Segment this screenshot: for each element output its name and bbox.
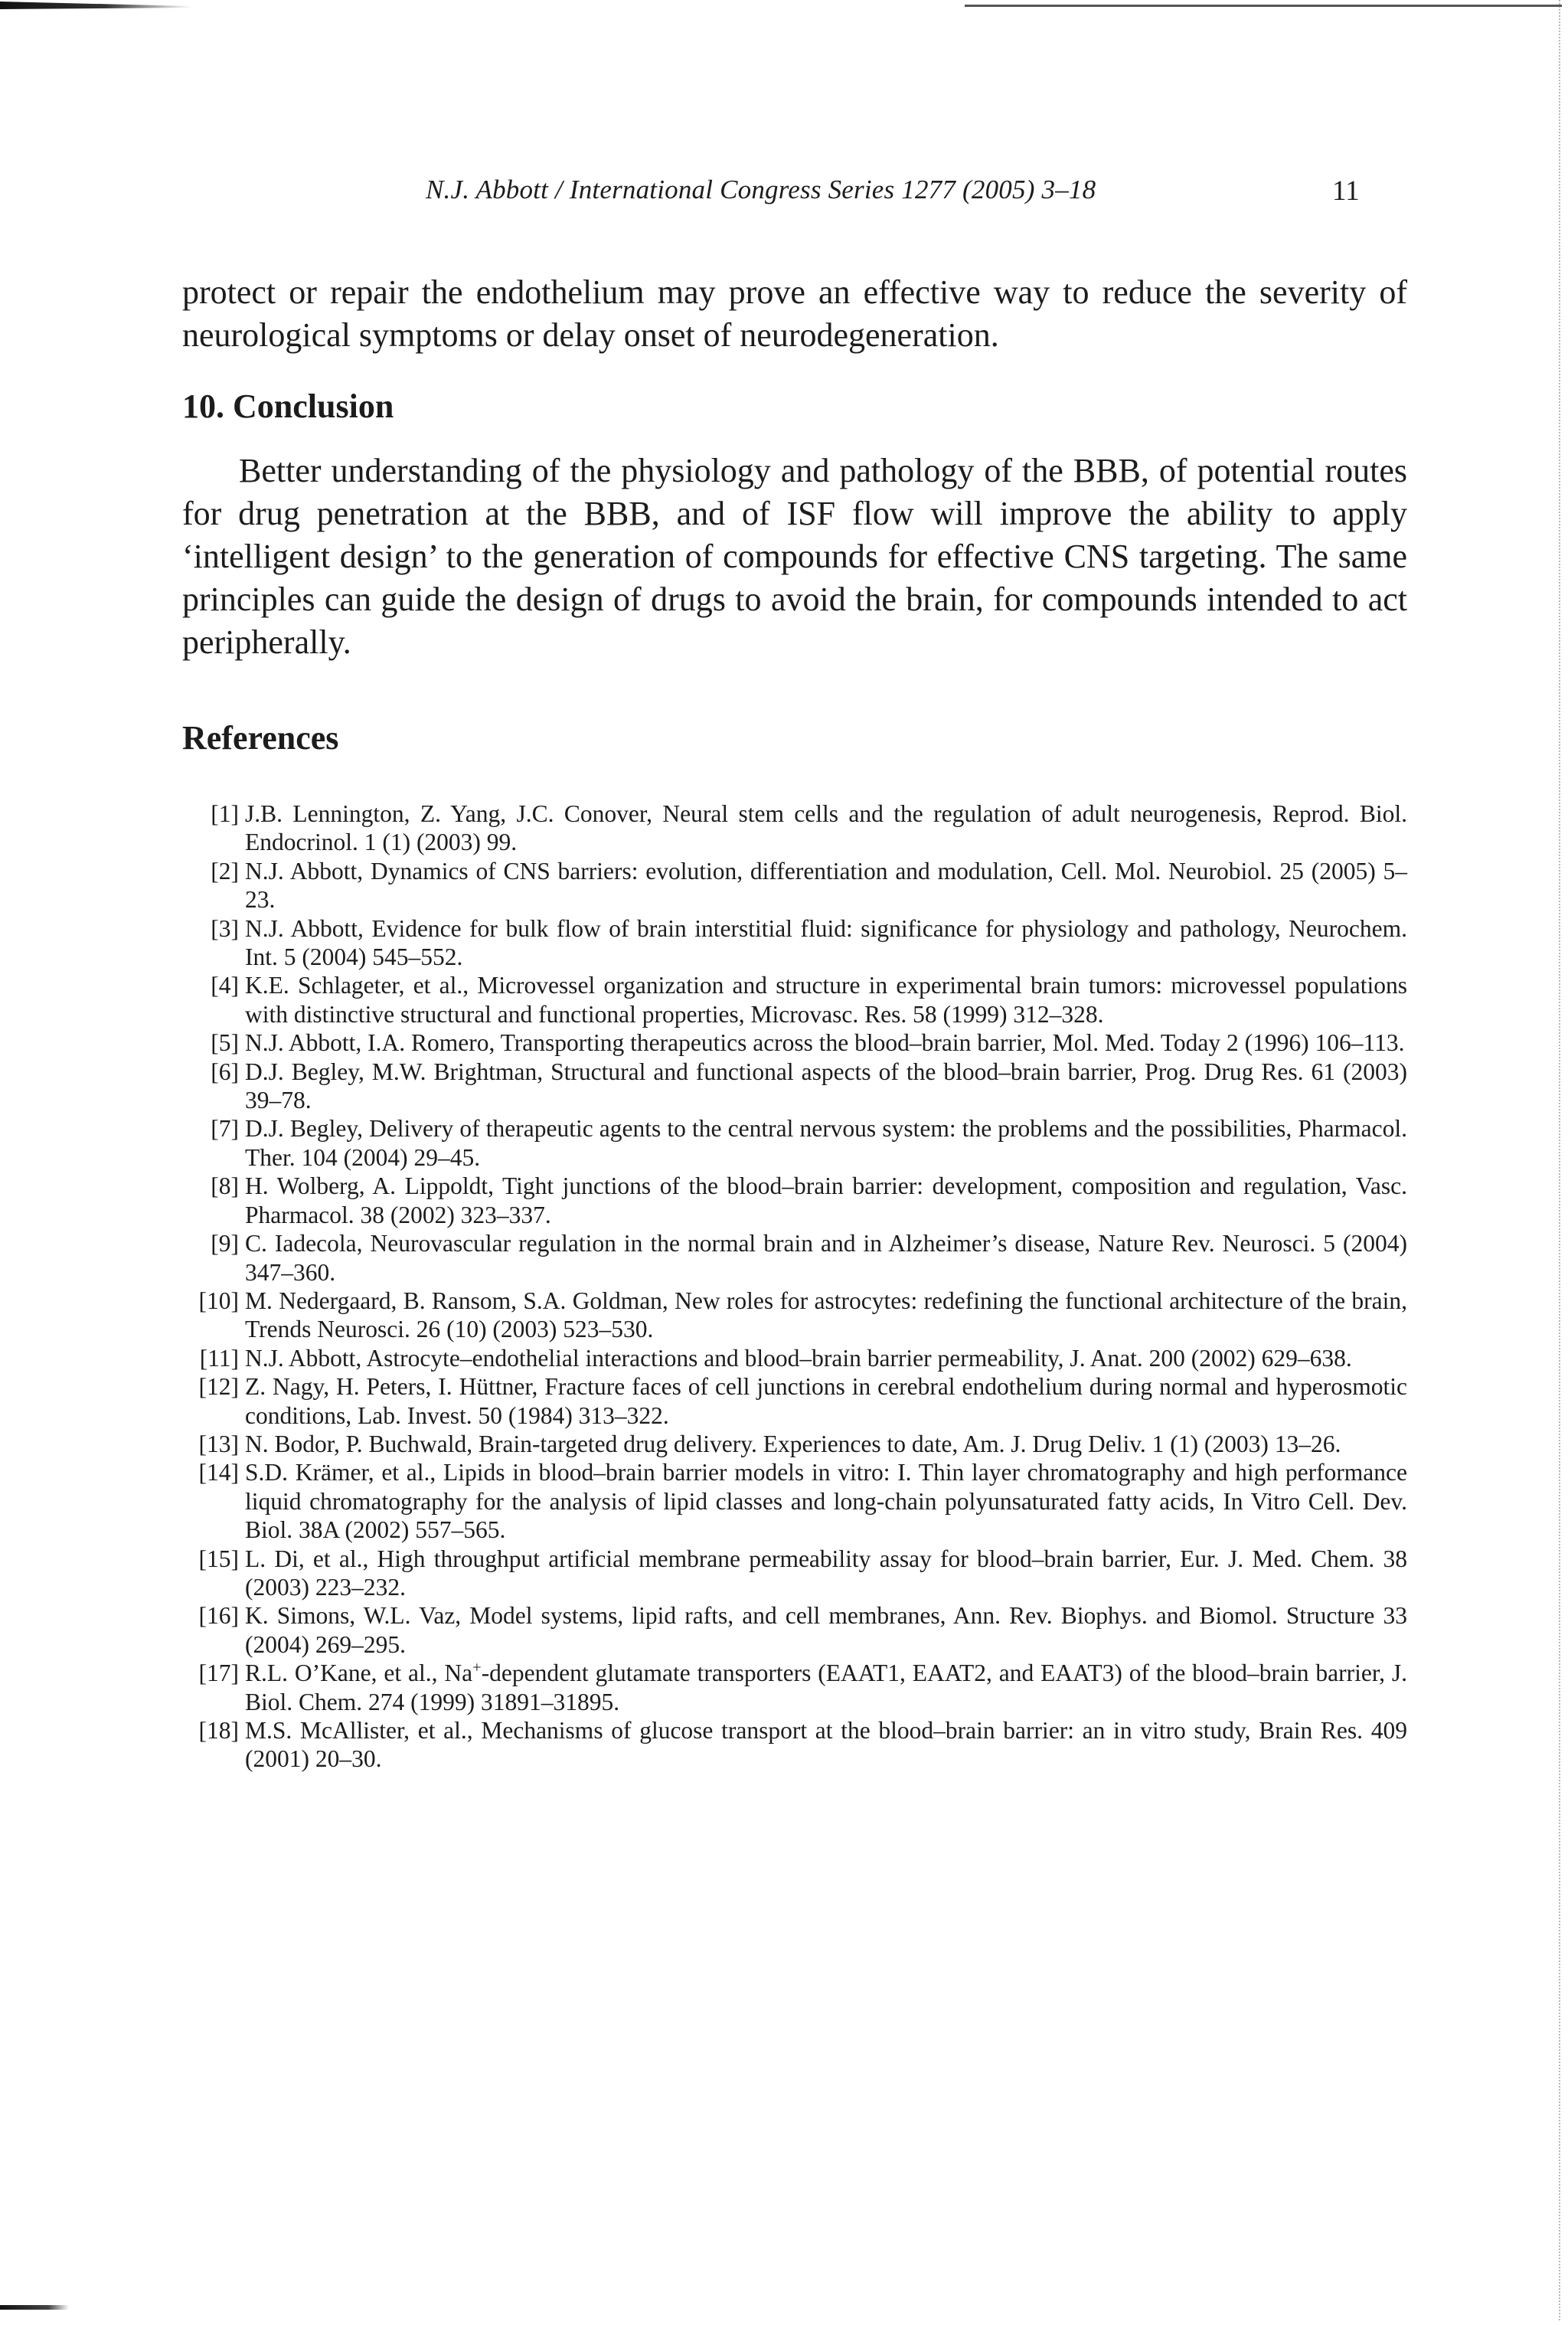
reference-text: M. Nedergaard, B. Ransom, S.A. Goldman, New roles for astrocytes: redefining the functional architecture of the brain, Trends Neurosci. 26 (10) (2003) 523–530. [245, 1287, 1407, 1343]
reference-text: Z. Nagy, H. Peters, I. Hüttner, Fracture faces of cell junctions in cerebral endothelium during normal and hyperosmotic conditions, Lab. Invest. 50 (1984) 313–322. [245, 1373, 1407, 1429]
reference-item [182, 1058, 1407, 1115]
reference-number: [8] [211, 1172, 239, 1200]
reference-text: L. Di, et al., High throughput artificial membrane permeability assay for blood–brain barrier, Eur. J. Med. Chem. 38 (2003) 223–232. [245, 1545, 1407, 1601]
reference-number: [9] [211, 1230, 239, 1257]
reference-text: J.B. Lennington, Z. Yang, J.C. Conover, Neural stem cells and the regulation of adult neurogenesis, Reprod. Biol. Endocrinol. 1 (1) (2003) 99. [245, 800, 1407, 856]
reference-text: C. Iadecola, Neurovascular regulation in the normal brain and in Alzheimer’s disease, Nature Rev. Neurosci. 5 (2004) 347–360. [245, 1230, 1407, 1286]
reference-number: [18] [198, 1717, 239, 1744]
reference-list [182, 800, 1407, 1774]
reference-text: K.E. Schlageter, et al., Microvessel organization and structure in experimental brain tumors: microvessel populations with distinctive structural and functional properties, Microvasc. Res. 58 (1999) 312–328. [245, 972, 1407, 1028]
running-head: N.J. Abbott / International Congress Series 1277 (2005) 3–18 [426, 175, 1096, 204]
reference-text: M.S. McAllister, et al., Mechanisms of glucose transport at the blood–brain barrier: an in vitro study, Brain Res. 409 (2001) 20–30. [245, 1717, 1407, 1773]
reference-item [182, 857, 1407, 914]
scan-edge-line [965, 5, 1562, 7]
reference-item [182, 914, 1407, 972]
reference-number: [7] [211, 1115, 239, 1143]
paragraph-continued: protect or repair the endothelium may prove an effective way to reduce the severity of neurological symptoms or delay onset of neurodegeneration. [182, 273, 1407, 354]
references-heading: References [182, 719, 339, 757]
reference-number: [3] [211, 914, 239, 942]
reference-number: [15] [198, 1545, 239, 1572]
reference-text: S.D. Krämer, et al., Lipids in blood–brain barrier models in vitro: I. Thin layer chromatography and high performance liquid chromatography for the analysis of lipid classes and long-chain polyunsaturated fatty acids, In Vitro Cell. Dev. Biol. 38A (2002) 557–565. [245, 1459, 1407, 1544]
reference-item [182, 1659, 1407, 1716]
reference-item [182, 800, 1407, 857]
reference-number: [14] [198, 1459, 239, 1486]
reference-item [182, 1114, 1407, 1172]
reference-item [182, 1716, 1407, 1774]
reference-text: N.J. Abbott, Astrocyte–endothelial interactions and blood–brain barrier permeability, J. Anat. 200 (2002) 629–638. [245, 1344, 1352, 1372]
reference-number: [12] [198, 1373, 239, 1401]
reference-number: [1] [211, 800, 239, 827]
reference-number: [10] [198, 1287, 239, 1314]
paragraph-conclusion: Better understanding of the physiology and pathology of the BBB, of potential routes for drug penetration at the BBB, and of ISF flow will improve the ability to apply ‘intelligent design’ to the generation of compounds for effective CNS targeting. The same principles can guide the design of drugs to avoid the brain, for compounds intended to act peripherally. [182, 452, 1407, 661]
reference-item [182, 1458, 1407, 1544]
reference-text: R.L. O’Kane, et al., Na [245, 1660, 473, 1687]
reference-number: [6] [211, 1058, 239, 1085]
reference-text: N.J. Abbott, Dynamics of CNS barriers: evolution, differentiation and modulation, Cell. Mol. Neurobiol. 25 (2005) 5–23. [245, 857, 1407, 914]
reference-item [182, 971, 1407, 1028]
reference-superscript: + [472, 1659, 482, 1676]
reference-item [182, 1172, 1407, 1229]
reference-item [182, 1601, 1407, 1659]
reference-number: [16] [198, 1602, 239, 1630]
reference-item [182, 1229, 1407, 1287]
reference-number: [11] [199, 1344, 239, 1372]
scan-edge-mark-bottom [0, 2305, 69, 2310]
reference-item [182, 1344, 1407, 1372]
reference-number: [13] [198, 1430, 239, 1457]
reference-text: N. Bodor, P. Buchwald, Brain-targeted drug delivery. Experiences to date, Am. J. Drug Deliv. 1 (1) (2003) 13–26. [245, 1430, 1341, 1457]
reference-item [182, 1545, 1407, 1602]
reference-number: [17] [198, 1660, 239, 1687]
reference-item [182, 1372, 1407, 1430]
reference-number: [4] [211, 972, 239, 999]
reference-item [182, 1028, 1407, 1057]
reference-text: D.J. Begley, Delivery of therapeutic agents to the central nervous system: the problems and the possibilities, Pharmacol. Ther. 104 (2004) 29–45. [245, 1115, 1407, 1171]
page-number: 11 [1332, 175, 1360, 207]
reference-text: -dependent glutamate transporters (EAAT1, EAAT2, and EAAT3) of the blood–brain barrier, J. Biol. Chem. 274 (1999) 31891–31895. [245, 1660, 1408, 1715]
reference-text: D.J. Begley, M.W. Brightman, Structural and functional aspects of the blood–brain barrier, Prog. Drug Res. 61 (2003) 39–78. [245, 1058, 1407, 1114]
reference-text: H. Wolberg, A. Lippoldt, Tight junctions of the blood–brain barrier: development, composition and regulation, Vasc. Pharmacol. 38 (2002) 323–337. [245, 1172, 1407, 1228]
reference-item [182, 1430, 1407, 1458]
reference-item [182, 1287, 1407, 1344]
reference-text: N.J. Abbott, Evidence for bulk flow of brain interstitial fluid: significance for physiology and pathology, Neurochem. Int. 5 (2004) 545–552. [245, 914, 1407, 971]
scan-edge-mark [0, 2, 191, 9]
section-heading-conclusion: 10. Conclusion [182, 388, 394, 425]
reference-number: [2] [211, 857, 239, 885]
reference-text: K. Simons, W.L. Vaz, Model systems, lipid rafts, and cell membranes, Ann. Rev. Biophys. and Biomol. Structure 33 (2004) 269–295. [245, 1602, 1407, 1658]
reference-number: [5] [211, 1029, 239, 1057]
reference-text: N.J. Abbott, I.A. Romero, Transporting therapeutics across the blood–brain barrier, Mol. Med. Today 2 (1996) 106–113. [245, 1029, 1405, 1057]
scan-edge-artifacts [1559, 0, 1565, 2320]
